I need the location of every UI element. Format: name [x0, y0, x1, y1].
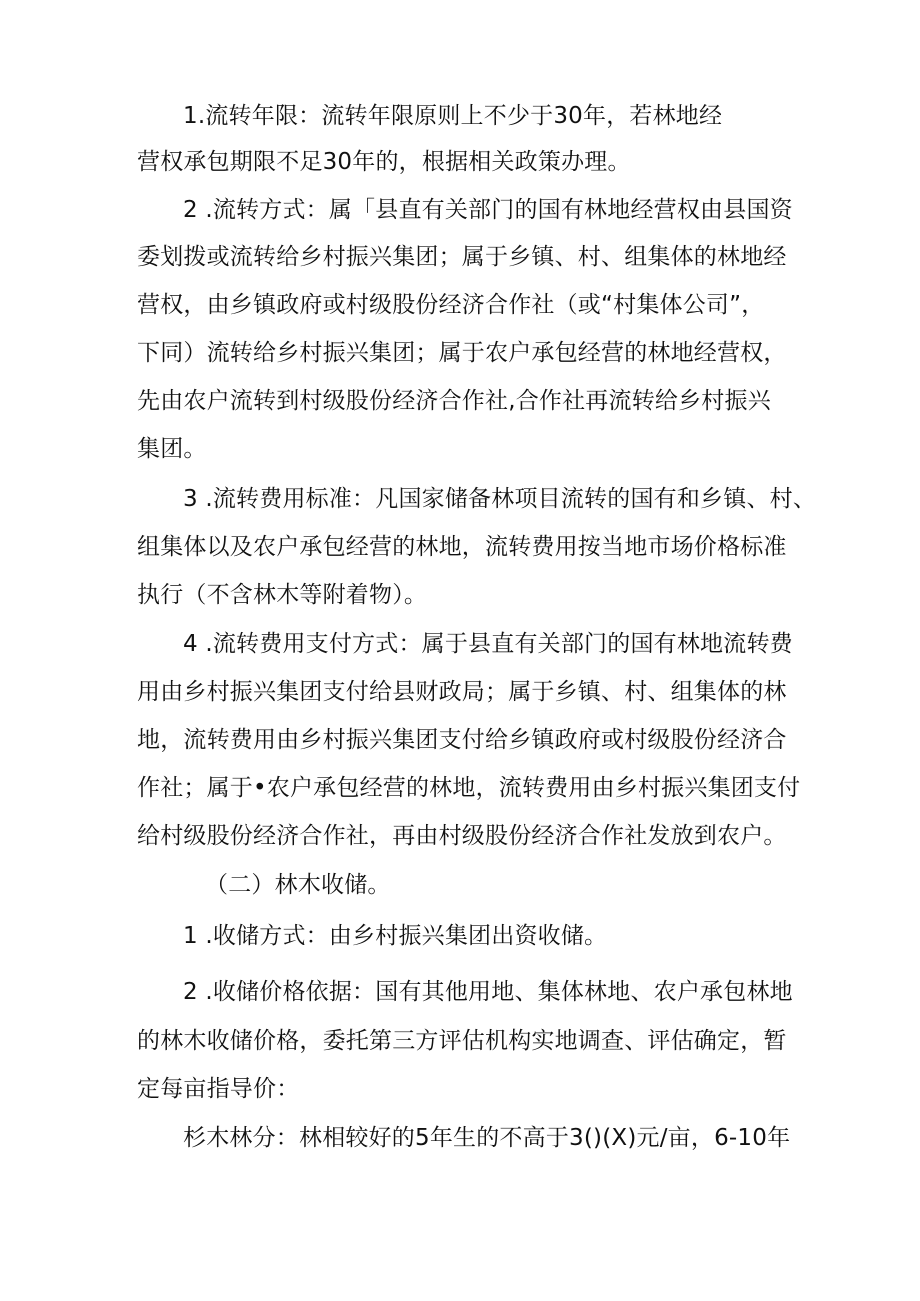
text-line: 4 .流转费用支付方式：属于县直有关部门的国有林地流转费: [183, 631, 793, 657]
text-line: 作社；属于•农户承包经营的林地，流转费用由乡村振兴集团支付: [137, 775, 801, 801]
text-line: 1 .收储方式：由乡村振兴集团出资收储。: [183, 923, 608, 949]
text-line: 1.流转年限：流转年限原则上不少于30年，若林地经: [183, 103, 723, 129]
text-line: 定每亩指导价：: [137, 1076, 300, 1102]
text-line: 杉木林分：林相较好的5年生的不高于3()(X)元/亩，6-10年: [183, 1125, 791, 1151]
text-line: 营权，由乡镇政府或村级股份经济合作社（或“村集体公司”，: [137, 292, 765, 318]
section-heading: （二）林木收储。: [205, 872, 391, 898]
text-line: 地，流转费用由乡村振兴集团支付给乡镇政府或村级股份经济合: [137, 727, 787, 753]
text-line: 下同）流转给乡村振兴集团；属于农户承包经营的林地经营权，: [137, 340, 787, 366]
text-line: 2 .流转方式：属「县直有关部门的国有林地经营权由县国资: [183, 197, 793, 223]
text-line: 3 .流转费用标准：凡国家储备林项目流转的国有和乡镇、村、: [183, 486, 817, 512]
text-line: 组集体以及农户承包经营的林地，流转费用按当地市场价格标准: [137, 534, 787, 560]
text-line: 执行（不含林木等附着物）。: [137, 582, 428, 608]
text-line: 的林木收储价格，委托第三方评估机构实地调查、评估确定，暂: [137, 1028, 787, 1054]
text-line: 先由农户流转到村级股份经济合作社,合作社再流转给乡村振兴: [137, 388, 771, 414]
text-line: 营权承包期限不足30年的，根据相关政策办理。: [137, 149, 631, 175]
text-line: 用由乡村振兴集团支付给县财政局；属于乡镇、村、组集体的林: [137, 679, 787, 705]
text-line: 集团。: [137, 436, 207, 462]
text-line: 给村级股份经济合作社，再由村级股份经济合作社发放到农户。: [137, 823, 787, 849]
text-line: 2 .收储价格依据：国有其他用地、集体林地、农户承包林地: [183, 979, 793, 1005]
text-line: 委划拨或流转给乡村振兴集团；属于乡镇、村、组集体的林地经: [137, 244, 787, 270]
